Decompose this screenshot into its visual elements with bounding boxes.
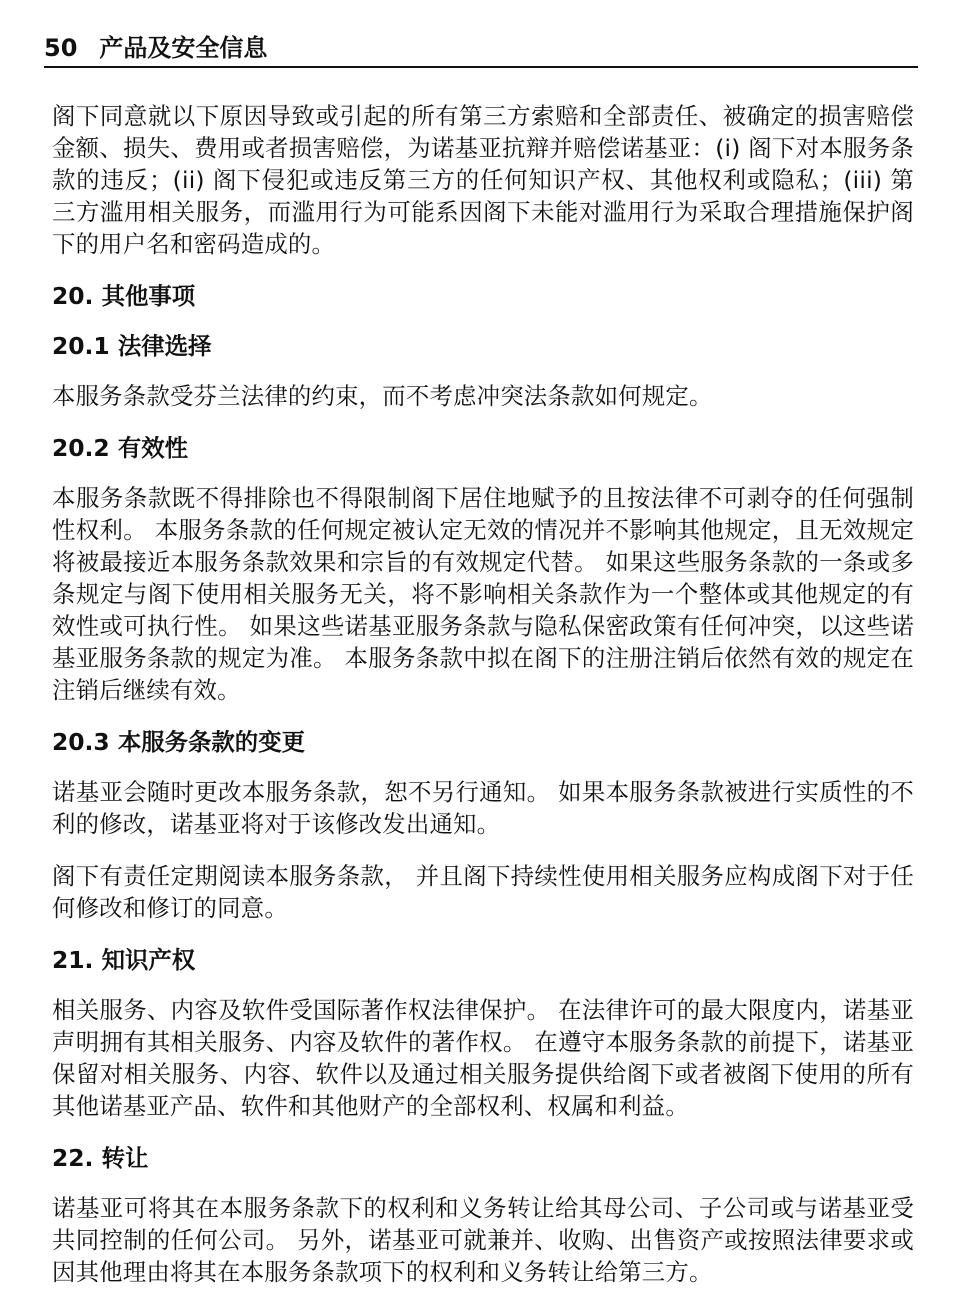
paragraph-indemnity: 阁下同意就以下原因导致或引起的所有第三方索赔和全部责任、被确定的损害赔偿金额、损失、费用或者损害赔偿，为诺基亚抗辩并赔偿诺基亚：(i) 阁下对本服务条款的违反；(ii) 阁下侵犯或违反第三方的任何知识产权、其他权利或隐私；(iii) 第三方滥用相关服务，而滥用行为可能系因阁下未能对滥用行为采取合理措施保护阁下的用户名和密码造成的。 [52,102,914,258]
heading-22: 22. 转让 [52,1144,149,1172]
paragraph-changes-1: 诺基亚会随时更改本服务条款，恕不另行通知。 如果本服务条款被进行实质性的不利的修改，诺基亚将对于该修改发出通知。 [52,778,914,838]
page-number: 50 [44,34,78,62]
document-body [52,100,914,1308]
page-header [44,34,918,68]
paragraph-validity: 本服务条款既不得排除也不得限制阁下居住地赋予的且按法律不可剥夺的任何强制性权利。 本服务条款的任何规定被认定无效的情况并不影响其他规定，且无效规定将被最接近本服务条款效果和宗旨的有效规定代替。 如果这些服务条款的一条或多条规定与阁下使用相关服务无关，将不影响相关条款作为一个整体或其他规定的有效性或可执行性。 如果这些诺基亚服务条款与隐私保密政策有任何冲突，以这些诺基亚服务条款的规定为准。 本服务条款中拟在阁下的注册注销后依然有效的规定在注销后继续有效。 [52,484,914,704]
paragraph-changes-2: 阁下有责任定期阅读本服务条款， 并且阁下持续性使用相关服务应构成阁下对于任何修改和修订的同意。 [52,862,914,922]
heading-20-1: 20.1 法律选择 [52,332,212,360]
heading-21: 21. 知识产权 [52,946,196,974]
page-header-title: 产品及安全信息 [99,34,268,62]
paragraph-assignment: 诺基亚可将其在本服务条款下的权利和义务转让给其母公司、子公司或与诺基亚受共同控制的任何公司。 另外，诺基亚可就兼并、收购、出售资产或按照法律要求或因其他理由将其在本服务条款项下的权利和义务转让给第三方。 [52,1194,914,1286]
heading-20-3: 20.3 本服务条款的变更 [52,728,305,756]
heading-20: 20. 其他事项 [52,282,196,310]
paragraph-ip: 相关服务、内容及软件受国际著作权法律保护。 在法律许可的最大限度内，诺基亚声明拥有其相关服务、内容及软件的著作权。 在遵守本服务条款的前提下，诺基亚保留对相关服务、内容、软件以及通过相关服务提供给阁下或者被阁下使用的所有其他诺基亚产品、软件和其他财产的全部权利、权属和利益。 [52,996,914,1120]
paragraph-governing-law: 本服务条款受芬兰法律的约束，而不考虑冲突法条款如何规定。 [52,382,713,410]
heading-20-2: 20.2 有效性 [52,434,189,462]
